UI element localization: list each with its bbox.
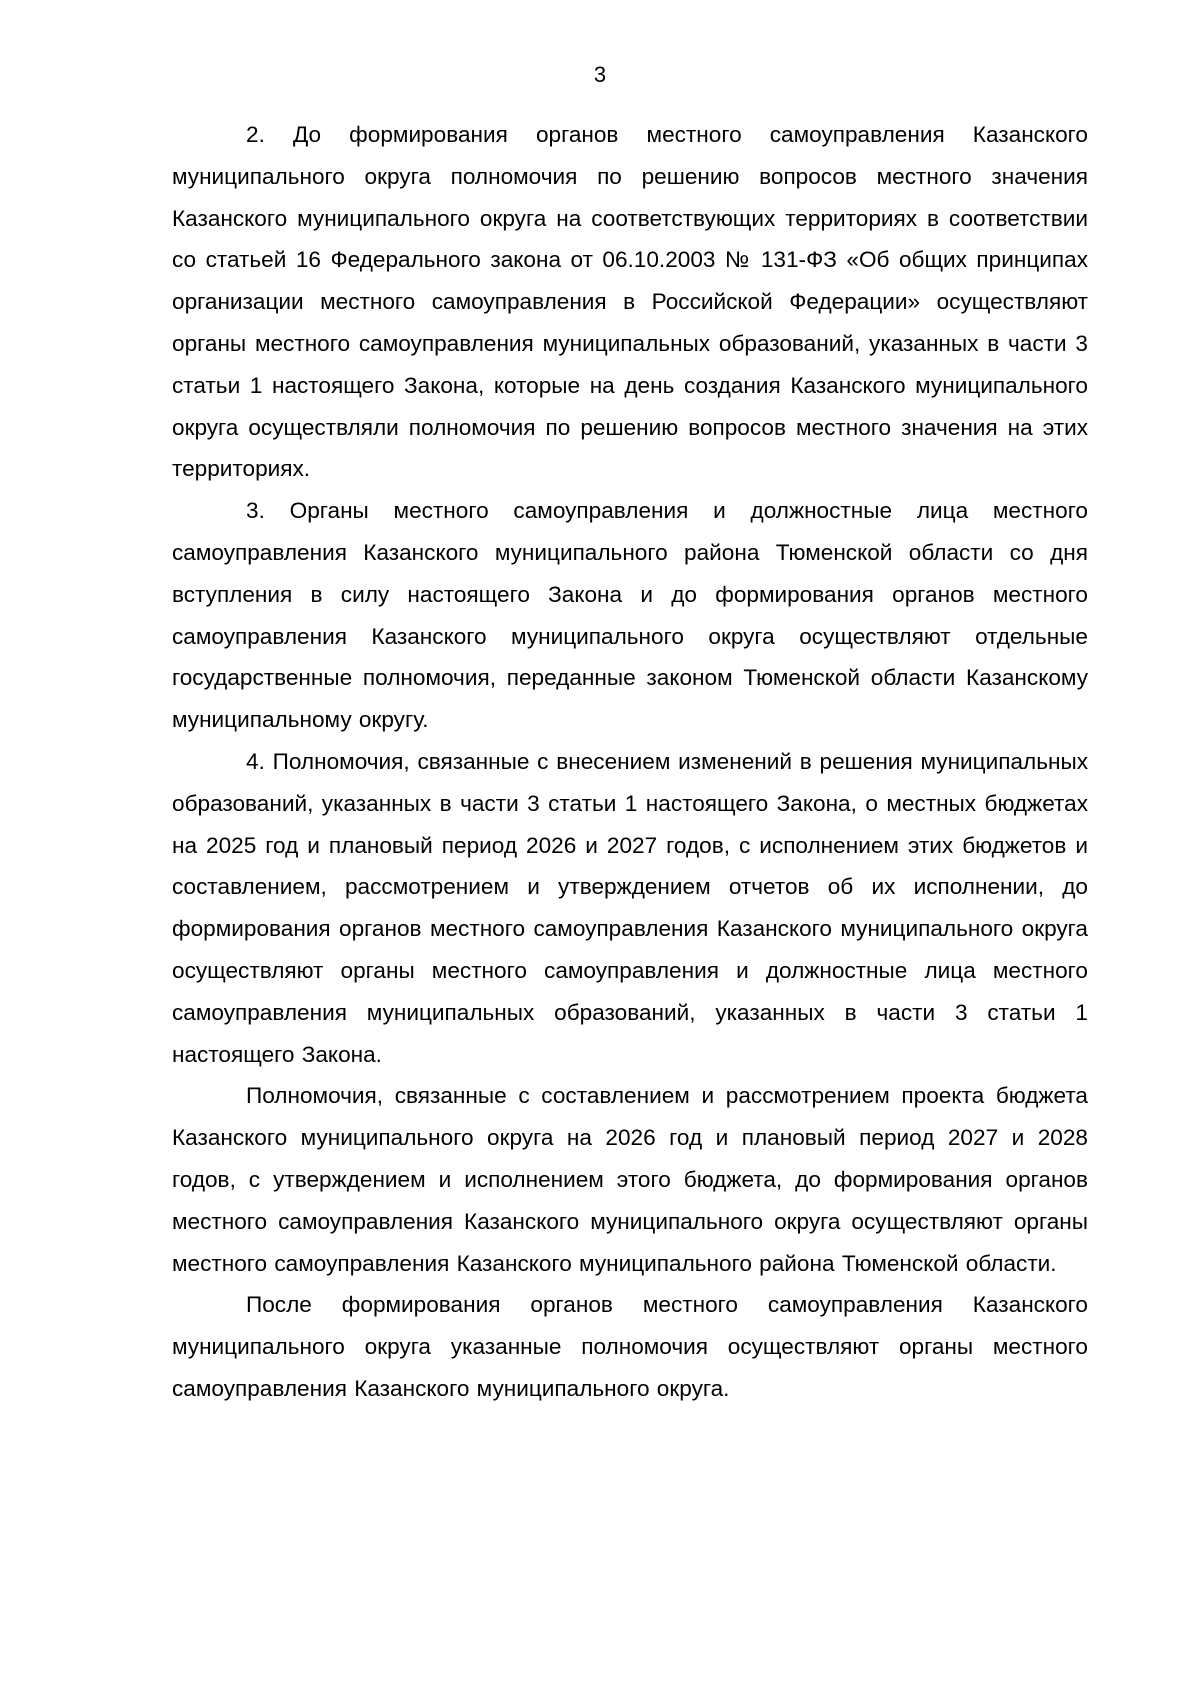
page-number: 3 [593, 62, 607, 87]
paragraph-2: 2. До формирования органов местного самоуправления Казанского муниципального округа полномочия по решению вопросов местного значения Казанского муниципального округа на соответствующих территориях в соответствии со статьей 16 Федерального закона от 06.10.2003 № 131-ФЗ «Об общих принципах организации местного самоуправления в Российской Федерации» осуществляют органы местного самоуправления муниципальных образований, указанных в части 3 статьи 1 настоящего Закона, которые на день создания Казанского муниципального округа осуществляли полномочия по решению вопросов местного значения на этих территориях. [172, 122, 1088, 482]
paragraph-4-after-formation: После формирования органов местного самоуправления Казанского муниципального округа указанные полномочия осуществляют органы местного самоуправления Казанского муниципального округа. [172, 1292, 1088, 1401]
document-body [172, 114, 1088, 1410]
paragraph-3: 3. Органы местного самоуправления и должностные лица местного самоуправления Казанского муниципального района Тюменской области со дня вступления в силу настоящего Закона и до формирования органов местного самоуправления Казанского муниципального округа осуществляют отдельные государственные полномочия, переданные законом Тюменской области Казанскому муниципальному округу. [172, 498, 1088, 733]
paragraph-4: 4. Полномочия, связанные с внесением изменений в решения муниципальных образований, указанных в части 3 статьи 1 настоящего Закона, о местных бюджетах на 2025 год и плановый период 2026 и 2027 годов, с исполнением этих бюджетов и составлением, рассмотрением и утверждением отчетов об их исполнении, до формирования органов местного самоуправления Казанского муниципального округа осуществляют органы местного самоуправления и должностные лица местного самоуправления муниципальных образований, указанных в части 3 статьи 1 настоящего Закона. [172, 748, 1088, 1067]
paragraph-4-budget-project: Полномочия, связанные с составлением и рассмотрением проекта бюджета Казанского муниципального округа на 2026 год и плановый период 2027 и 2028 годов, с утверждением и исполнением этого бюджета, до формирования органов местного самоуправления Казанского муниципального округа осуществляют органы местного самоуправления Казанского муниципального района Тюменской области. [172, 1083, 1088, 1276]
